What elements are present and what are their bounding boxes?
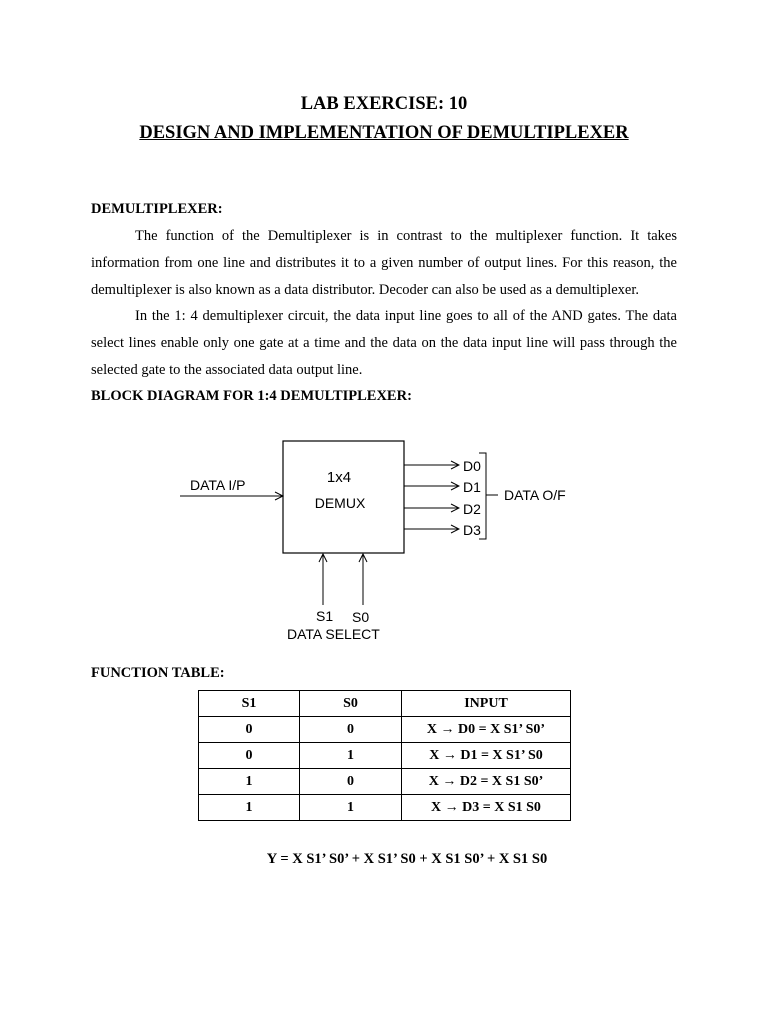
output-d0-label: D0: [463, 458, 481, 474]
table-cell: X → D1 = X S1’ S0: [402, 743, 571, 769]
output-d1-label: D1: [463, 479, 481, 495]
data-input-label: DATA I/P: [190, 477, 246, 493]
paragraph-line: selected gate to the associated data output line.: [91, 361, 363, 378]
output-d3-label: D3: [463, 522, 481, 538]
paragraph-line: In the 1: 4 demultiplexer circuit, the data input line goes to all of the AND gates. The data: [135, 308, 677, 324]
output-equation: Y = X S1’ S0’ + X S1’ S0 + X S1 S0’ + X S1 S0: [266, 851, 548, 867]
demux-box-name-label: DEMUX: [314, 495, 366, 511]
select-s1-label: S1: [316, 608, 334, 624]
table-cell: X → D0 = X S1’ S0’: [402, 717, 571, 743]
table-cell: 1: [300, 743, 402, 769]
table-cell: 1: [199, 795, 300, 821]
table-cell: 0: [300, 717, 402, 743]
demux-paragraph-2: [91, 303, 677, 383]
paragraph-line: select lines enable only one gate at a time and the data on the data input line will pass through the: [91, 334, 677, 351]
demux-paragraph-1: [91, 223, 677, 303]
paragraph-line: demultiplexer is also known as a data distributor. Decoder can also be used as a demultiplexer.: [91, 281, 640, 298]
table-row: [199, 795, 571, 821]
lab-title: LAB EXERCISE: 10: [300, 94, 468, 114]
select-s0-label: S0: [352, 609, 370, 625]
function-table: [198, 690, 571, 821]
data-output-label: DATA O/F: [504, 487, 566, 503]
output-d2-label: D2: [463, 501, 481, 517]
lab-subtitle: DESIGN AND IMPLEMENTATION OF DEMULTIPLEXER: [139, 123, 629, 143]
demux-block-diagram: [180, 430, 600, 650]
paragraph-line: The function of the Demultiplexer is in contrast to the multiplexer function. It takes: [135, 228, 677, 244]
table-cell: 1: [300, 795, 402, 821]
table-cell: 0: [199, 717, 300, 743]
column-header-s1: S1: [199, 691, 300, 717]
column-header-s0: S0: [300, 691, 402, 717]
table-row: [199, 717, 571, 743]
demux-box-size-label: 1x4: [326, 469, 352, 486]
table-cell: 0: [300, 769, 402, 795]
table-cell: X → D3 = X S1 S0: [402, 795, 571, 821]
function-table-heading: FUNCTION TABLE:: [91, 665, 225, 681]
block-diagram-heading: BLOCK DIAGRAM FOR 1:4 DEMULTIPLEXER:: [91, 388, 412, 404]
table-cell: X → D2 = X S1 S0’: [402, 769, 571, 795]
data-select-label: DATA SELECT: [287, 626, 380, 642]
paragraph-line: information from one line and distributes it to a given number of output lines. For this reason, the: [91, 254, 677, 271]
table-row: [199, 743, 571, 769]
demux-heading: DEMULTIPLEXER:: [91, 201, 223, 217]
table-cell: 0: [199, 743, 300, 769]
table-cell: 1: [199, 769, 300, 795]
column-header-input: INPUT: [402, 691, 571, 717]
table-header-row: [199, 691, 571, 717]
table-row: [199, 769, 571, 795]
